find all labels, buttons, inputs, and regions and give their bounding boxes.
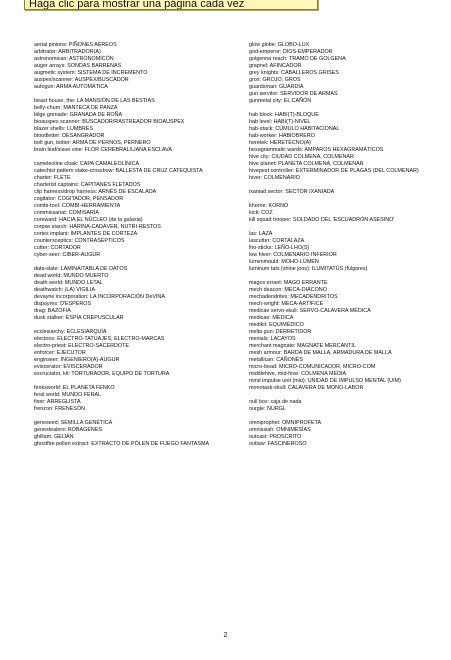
glossary-entry: catechist pattern stake-crossbow: BALLESTA DE CRUZ CATEQUISTA (34, 168, 203, 174)
glossary-entry: guardsman: GUARDIA (249, 84, 304, 90)
glossary-entry: feral world: MUNDO FERAL (34, 392, 102, 398)
glossary-entry: nurgle: NURGL (249, 406, 286, 412)
glossary-entry: hab-worker: HABIOBRERO (249, 133, 315, 139)
glossary-entry: ghillam: GEIJÁN (34, 434, 74, 440)
glossary-entry: dusk stalker: ESPÍA CREPUSCULAR (34, 315, 124, 321)
glossary-entry: arbitrator: ARBITRADOR(A) (34, 49, 101, 55)
glossary-entry: kill squad trooper: SOLDADO DEL 'ESCUADRÓN ASESINO' (249, 217, 395, 223)
glossary-entry: mind impulse unit (miu): UNIDAD DE IMPULSO MENTAL (UIM) (249, 378, 401, 384)
glossary-entry: dispayres: D'ESPEROS (34, 301, 92, 307)
glossary-entry: omnissiah: OMNIMESÍAS (249, 427, 311, 433)
glossary-entry: gun servitor: SERVIDOR DE ARMAS (249, 91, 338, 97)
glossary-group (249, 399, 439, 413)
glossary-entry: autogun: ARMA AUTOMÁTICA (34, 84, 108, 90)
glossary-entry: mesh armour: BARDA DE MALLA, ARMADURA DE MALLA (249, 350, 392, 356)
glossary-group (34, 329, 234, 378)
glossary-group (249, 112, 439, 182)
glossary-entry: frenzon: FRENESÓN (34, 406, 85, 412)
glossary-entry: omniprophet: OMNIPROFETA (249, 420, 322, 426)
glossary-entry: drag: BAZOFIA (34, 308, 71, 314)
glossary-entry: grox: GROJO, GROS (249, 77, 301, 83)
glossary-entry: ecclesiarchy: ECLESIARQUÍA (34, 329, 107, 335)
glossary-entry: hive planet: PLANETA COLMENA, COLMENAR (249, 161, 364, 167)
glossary-entry: las: LAZA (249, 231, 273, 237)
glossary-entry: lumenmould: MOHO-LÚMEN (249, 259, 319, 265)
glossary-entry: micro-bead: MICRO-COMUNICADOR, MICRO-COM (249, 364, 376, 370)
glossary-entry: hivepest controller: EXTERMINADOR DE PLAGAS (DEL COLMENAR) (249, 168, 419, 174)
glossary-entry: auspex/scanner: AUSPEX/BUSCADOR (34, 77, 129, 83)
glossary-entry: cameleoline cloak: CAPA CAMALEOLÍNICA (34, 161, 140, 167)
glossary-entry: cortex implant: IMPLANTES DE CORTEZA (34, 231, 138, 237)
glossary-entry: dead world: MUNDO MUERTO (34, 273, 109, 279)
page-number: 2 (223, 632, 228, 639)
glossary-entry: hab-stack: CÚMULO HABITACIONAL (249, 126, 340, 132)
glossary-entry: merchant magnate: MAGNATE MERCANTIL (249, 343, 356, 349)
glossary-entry: luminum tats (shine joos): ILUMITATÚS (fulgores) (249, 266, 368, 272)
glossary-entry: null box: caja de nada (249, 399, 302, 405)
glossary-entry: bloodletter: DESANGRADOR (34, 133, 105, 139)
glossary-entry: grey knights: CABALLEROS GRISES (249, 70, 339, 76)
glossary-entry: combi-tool: COMBI-HERRAMIENTA (34, 203, 121, 209)
glossary-entry: medicae servo-skull: SERVO-CALAVERA MÉDICA (249, 308, 371, 314)
glossary-group (34, 42, 234, 91)
glossary-entry: magos errant: MAGO ERRANTE (249, 280, 328, 286)
glossary-entry: devayne incorporation: LA INCORPORACIÓN DeVINA (34, 294, 165, 300)
glossary-entry: glow globe: GLOBO-LUX (249, 42, 310, 48)
glossary-entry: charter: FLETE (34, 175, 71, 181)
glossary-entry: coreward: HACIA EL NÚCLEO (de la galaxia) (34, 217, 143, 223)
glossary-entry: melta gun: DERRETIDOR (249, 329, 312, 335)
glossary-entry: fenksworld: EL PLANETA FENKO (34, 385, 115, 391)
glossary-group (34, 420, 234, 448)
page-mode-banner[interactable]: Haga clic para mostrar una página cada vez (24, 0, 318, 10)
glossary-entry: medikit: EQUIMÉDICO (249, 322, 304, 328)
glossary-entry: medicae: MÉDICA (249, 315, 294, 321)
glossary-entry: menials: LACAYOS (249, 336, 296, 342)
glossary-entry: augmetic system: SISTEMA DE INCREMENTO (34, 70, 148, 76)
glossary-right-column (249, 42, 439, 455)
glossary-entry: ghostfire pollen extract: EXTRACTO DE PÓLEN DE FUEGO FANTASMA (34, 441, 210, 447)
glossary-entry: outlaw: FASCINEROSO (249, 441, 307, 447)
glossary-entry: middlehive, mid-hive: COLMENA MEDIA (249, 371, 347, 377)
glossary-entry: aerial pinions: PIÑONES AÉREOS (34, 42, 117, 48)
glossary-entry: mechadendrites: MECADENDRITOS (249, 294, 338, 300)
glossary-group (34, 98, 234, 154)
glossary-entry: beast house, the: LA MANSIÓN DE LAS BESTIAS (34, 98, 155, 104)
glossary-entry: cogitator: COGITADOR, PENSADOR (34, 196, 124, 202)
glossary-entry: mech-wright: MECA-ARTÍFICE (249, 301, 324, 307)
glossary-group (34, 266, 234, 322)
glossary-group (34, 161, 234, 259)
glossary-entry: eviscerator: EVISCERADOR (34, 364, 103, 370)
glossary-entry: god-emperor: DIOS-EMPERADOR (249, 49, 333, 55)
glossary-left-column (34, 42, 234, 455)
glossary-group (249, 189, 439, 196)
glossary-group (34, 385, 234, 413)
glossary-entry: excruciator, kit: TORTURADOR, EQUIPO DE TORTURA (34, 371, 170, 377)
glossary-entry: clip harness/drop harness: ARNÉS DE ESCALADA (34, 189, 157, 195)
glossary-entry: grapnel: AFINCADOR (249, 63, 302, 69)
glossary-entry: death world: MUNDO LETAL (34, 280, 103, 286)
glossary-group (249, 203, 439, 224)
glossary-entry: fixer: ARREGLISTA (34, 399, 81, 405)
glossary-entry: hiver: COLMENARIO (249, 175, 300, 181)
glossary-entry: charterist captains: CAPITANES FLETADOS (34, 182, 141, 188)
glossary-entry: geneseed: SEMILLA GENÉTICA (34, 420, 113, 426)
glossary-entry: gunmetal city: EL CAÑÓN (249, 98, 312, 104)
glossary-entry: enforcer: EJECUTOR (34, 350, 86, 356)
glossary-entry: electro-priest: ELECTRO-SACERDOTE (34, 343, 129, 349)
glossary-entry: bolt gun, bolter: ARMA DE PERNOS, PERNERO (34, 140, 151, 146)
glossary-entry: lascutter: CORTALAZA (249, 238, 305, 244)
glossary-entry: cyber-seer: CIBER-AUGUR (34, 252, 101, 258)
glossary-entry: cutter: CORTADOR (34, 245, 81, 251)
glossary-entry: deathwatch: (LA) VIGILIA (34, 287, 96, 293)
glossary-entry: hexagrammatic wards: AMPAROS HEXAGRAMÁTICOS (249, 147, 384, 153)
glossary-entry: bioauspex scanner: BUSCADOR/RASTREADOR BIOAUSPEX (34, 119, 185, 125)
glossary-entry: corpse starch: HARINA-CADÁVER, NUTRI-RESTOS (34, 224, 161, 230)
glossary-entry: low hiver: COLMENARIO INFERIOR (249, 252, 337, 258)
glossary-entry: lho-sticks: LEÑO-LHO(S) (249, 245, 310, 251)
glossary-entry: countersceptics: CONTRASÉPTICOS (34, 238, 125, 244)
glossary-entry: khorne: KORNO (249, 203, 289, 209)
glossary-entry: commissariat: COMISARÍA (34, 210, 99, 216)
glossary-entry: astronomican: ASTRONOMICÓN (34, 56, 114, 62)
glossary-entry: monotask-skull: CALAVERA DE MONO-LABOR (249, 385, 364, 391)
glossary-group (249, 420, 439, 448)
glossary-entry: outcast: PROSCRITO (249, 434, 302, 440)
glossary-entry: genestealers: ROBAGÉNES (34, 427, 103, 433)
glossary-entry: auger arrays: SONDAS BARRENAS (34, 63, 122, 69)
glossary-entry: blazer shells: LUMBRES (34, 126, 94, 132)
glossary-entry: electoos: ELECTRO-TATUAJES, ELECTRO-MARCAS (34, 336, 165, 342)
glossary-entry: belly-churn: MANTECA DE PANZA (34, 105, 118, 111)
glossary-entry: heretek: HERETÉCNO(A) (249, 140, 312, 146)
glossary-entry: ixaniad sector: SECTOR IXANIADA (249, 189, 335, 195)
glossary-entry: mech deacon: MECA-DIÁCONO (249, 287, 327, 293)
glossary-group (249, 42, 439, 105)
glossary-entry: kick: COZ (249, 210, 273, 216)
glossary-entry: metallican: CAÑONÉS (249, 357, 303, 363)
glossary-entry: golgenna reach: TRAMO DE GOLGENA (249, 56, 346, 62)
glossary-entry: bilge grenade: GRANADA DE ROÑA (34, 112, 123, 118)
glossary-group (249, 231, 439, 273)
glossary-entry: enginseer: INGENIERO(A)-AUGUR (34, 357, 120, 363)
glossary-entry: hive city: CIUDAD COLMENA, COLMENAR (249, 154, 354, 160)
glossary-entry: hab block: HABI(T)-BLOQUE (249, 112, 319, 118)
glossary-entry: data-slate: LÁMINA/TABLA DE DATOS (34, 266, 128, 272)
glossary-entry: hab level: HABI(T)-NIVEL (249, 119, 311, 125)
glossary-entry: brain leaf/slave vine: FLOR CEREBRAL/LIANA ESCLAVA (34, 147, 172, 153)
glossary-group (249, 280, 439, 392)
